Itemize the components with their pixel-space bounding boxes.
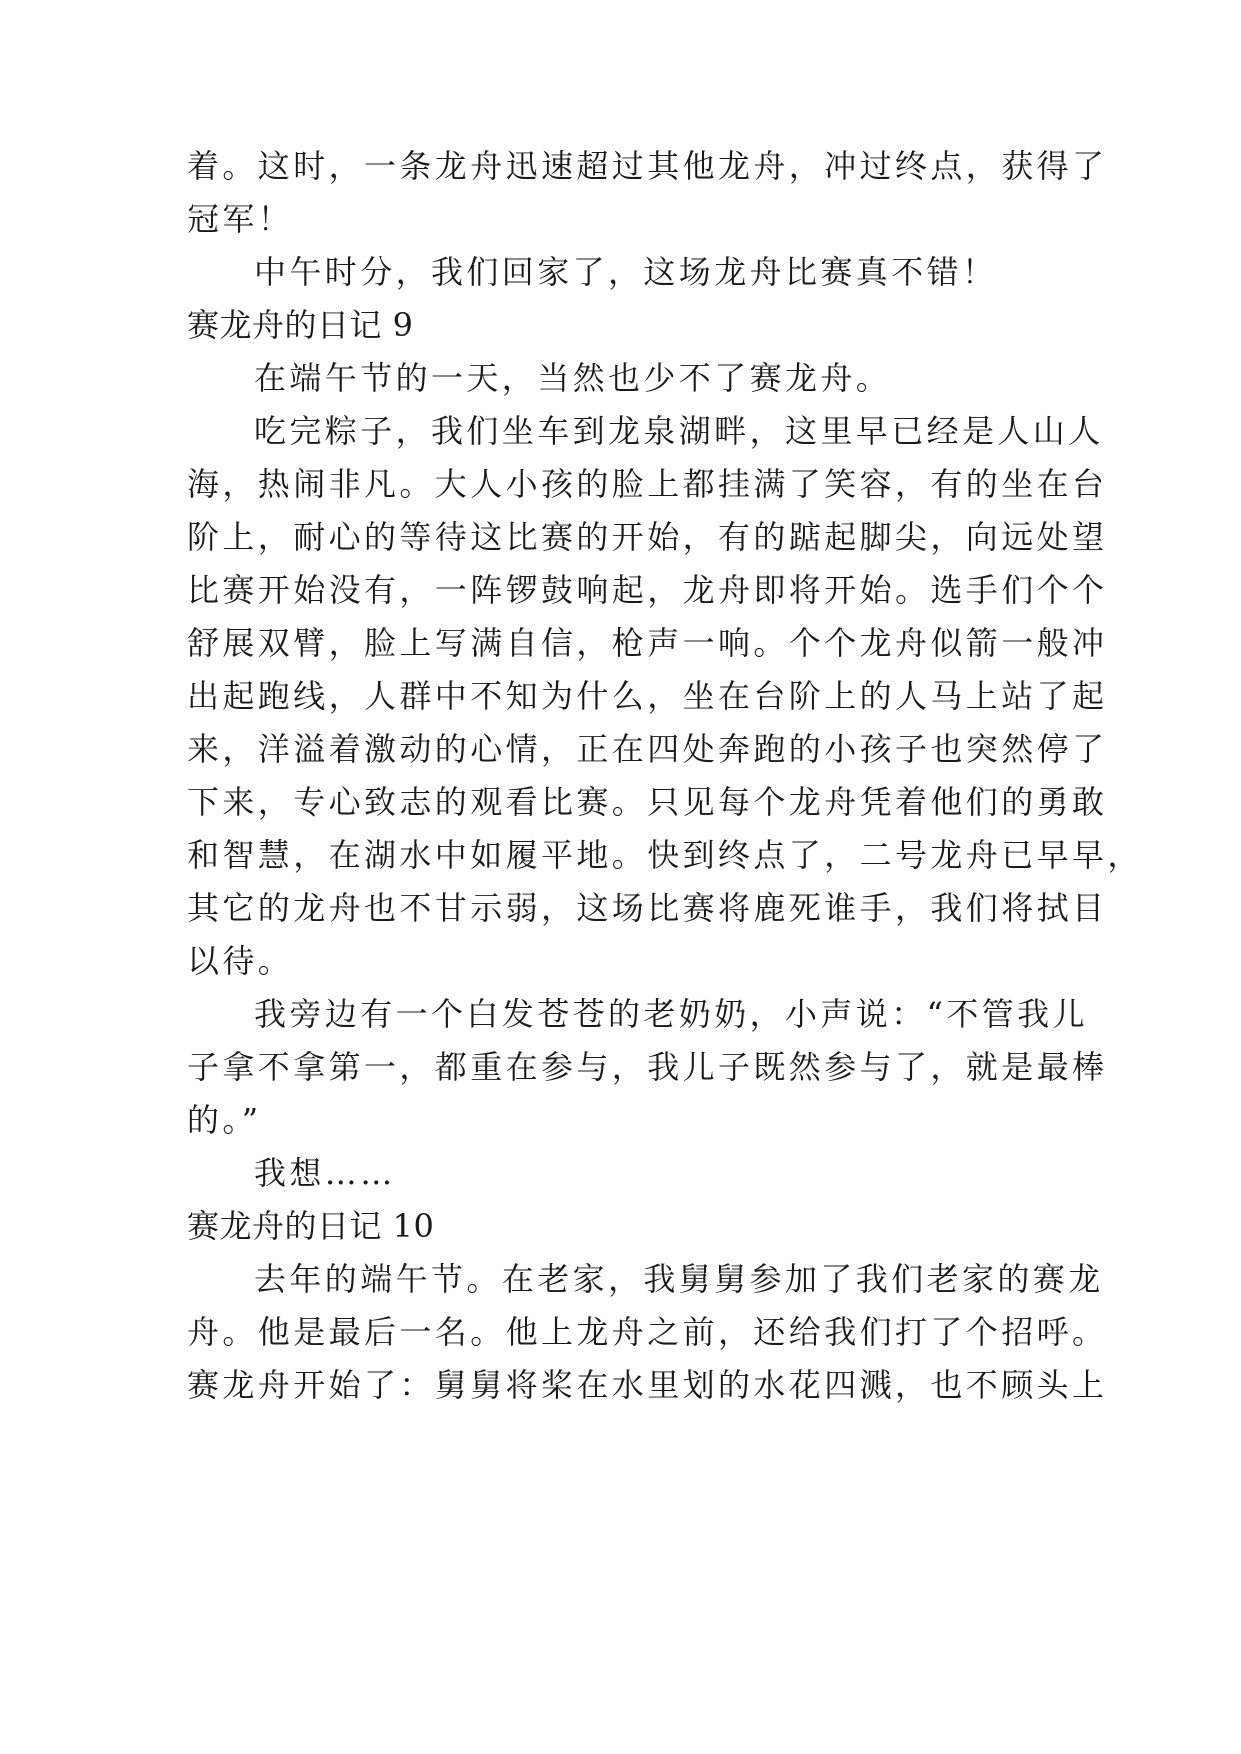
paragraph-line: 的。” bbox=[187, 1101, 262, 1139]
paragraph-line: 子拿不拿第一，都重在参与，我儿子既然参与了，就是最棒 bbox=[187, 1048, 1108, 1086]
paragraph-line: 在端午节的一天，当然也少不了赛龙舟。 bbox=[254, 359, 892, 397]
paragraph-line: 去年的端午节。在老家，我舅舅参加了我们老家的赛龙 bbox=[254, 1260, 1104, 1298]
paragraph-line: 赛龙舟开始了：舅舅将桨在水里划的水花四溅，也不顾头上 bbox=[187, 1366, 1108, 1404]
paragraph-line: 比赛开始没有，一阵锣鼓响起，龙舟即将开始。选手们个个 bbox=[187, 571, 1108, 609]
paragraph-line: 吃完粽子，我们坐车到龙泉湖畔，这里早已经是人山人 bbox=[254, 412, 1104, 450]
section-heading: 赛龙舟的日记 10 bbox=[187, 1207, 435, 1245]
paragraph-line: 着。这时，一条龙舟迅速超过其他龙舟，冲过终点，获得了 bbox=[187, 147, 1108, 185]
paragraph-line: 下来，专心致志的观看比赛。只见每个龙舟凭着他们的勇敢 bbox=[187, 783, 1108, 821]
paragraph-line: 我想…… bbox=[254, 1154, 396, 1192]
paragraph-line: 出起跑线，人群中不知为什么，坐在台阶上的人马上站了起 bbox=[187, 677, 1108, 715]
paragraph-line: 我旁边有一个白发苍苍的老奶奶，小声说：“不管我儿 bbox=[254, 995, 1088, 1033]
section-heading: 赛龙舟的日记 9 bbox=[187, 306, 414, 344]
paragraph-line: 舟。他是最后一名。他上龙舟之前，还给我们打了个招呼。 bbox=[187, 1313, 1108, 1351]
paragraph-line: 舒展双臂，脸上写满自信，枪声一响。个个龙舟似箭一般冲 bbox=[187, 624, 1108, 662]
paragraph-line: 来，洋溢着激动的心情，正在四处奔跑的小孩子也突然停了 bbox=[187, 730, 1108, 768]
paragraph-line: 阶上，耐心的等待这比赛的开始，有的踮起脚尖，向远处望 bbox=[187, 518, 1108, 556]
paragraph-line: 和智慧，在湖水中如履平地。快到终点了，二号龙舟已早早， bbox=[187, 836, 1143, 874]
paragraph-line: 中午时分，我们回家了，这场龙舟比赛真不错！ bbox=[254, 253, 998, 291]
paragraph-line: 海，热闹非凡。大人小孩的脸上都挂满了笑容，有的坐在台 bbox=[187, 465, 1108, 503]
paragraph-line: 其它的龙舟也不甘示弱，这场比赛将鹿死谁手，我们将拭目 bbox=[187, 889, 1108, 927]
paragraph-line: 以待。 bbox=[187, 942, 294, 980]
paragraph-line: 冠军！ bbox=[187, 200, 294, 238]
